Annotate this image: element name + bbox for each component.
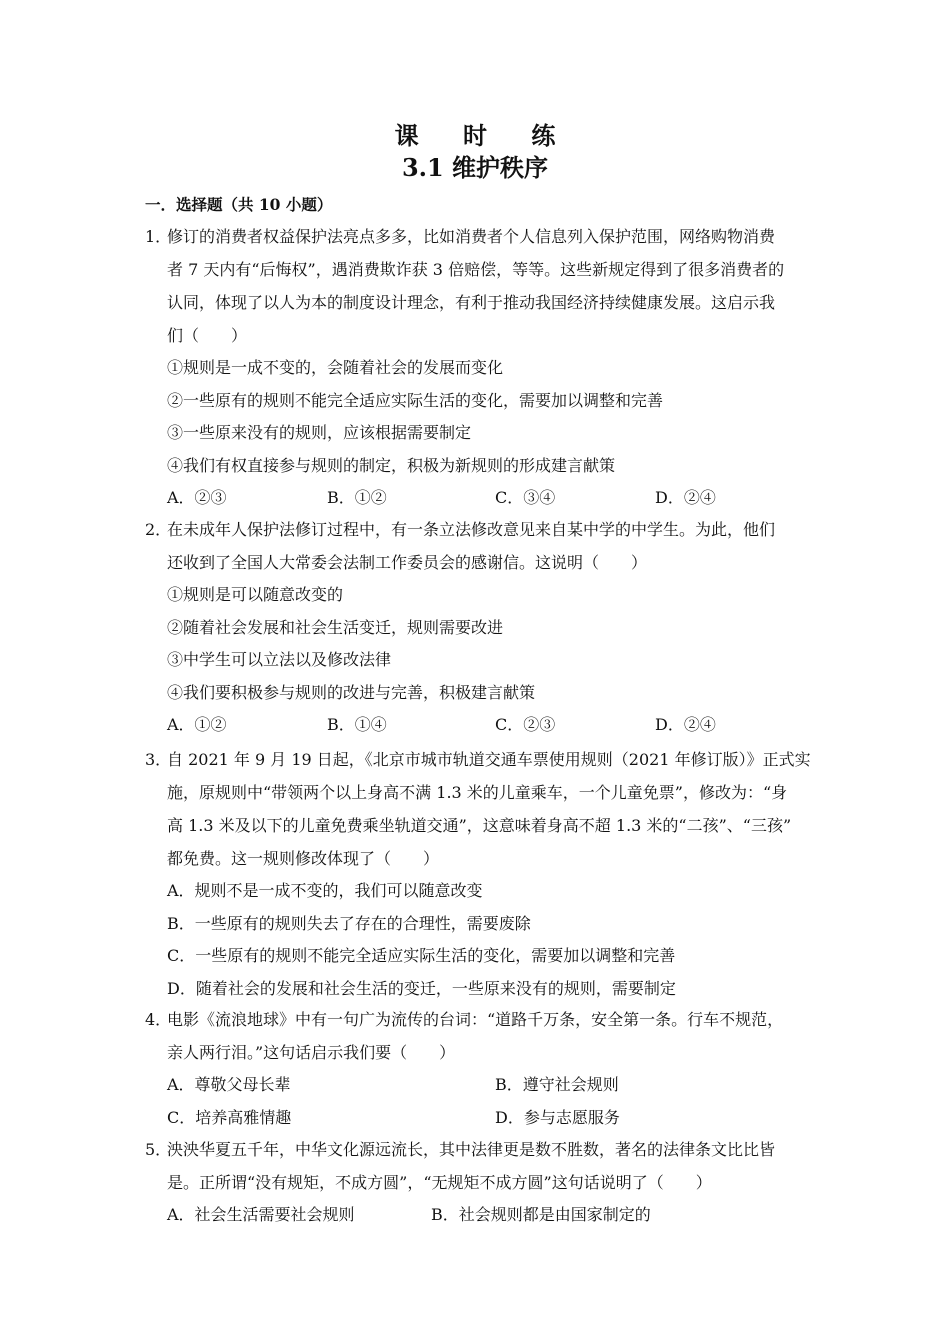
question-text: 修订的消费者权益保护法亮点多多，比如消费者个人信息列入保护范围，网络购物消费	[167, 227, 776, 246]
choice-d: D．参与志愿服务	[495, 1107, 620, 1127]
choice-c: C．②③	[495, 715, 556, 734]
question-text: 是。正所谓“没有规矩，不成方圆”，“无规矩不成方圆”这句话说明了（ ）	[167, 1173, 712, 1192]
choice-d: D．随着社会的发展和社会生活的变迁，一些原来没有的规则，需要制定	[167, 978, 676, 998]
question-text: 泱泱华夏五千年，中华文化源远流长，其中法律更是数不胜数，著名的法律条文比比皆	[167, 1140, 776, 1159]
choice-c: C．一些原有的规则不能完全适应实际生活的变化，需要加以调整和完善	[167, 946, 676, 965]
question-2	[145, 513, 810, 742]
question-text: 施，原规则中“带领两个以上身高不满 1.3 米的儿童乘车，一个儿童免票”，修改为：“身	[167, 783, 788, 802]
answer-choices	[145, 482, 810, 515]
question-1	[145, 220, 810, 515]
choice-b: B．①②	[327, 488, 387, 507]
choice-a: A．社会生活需要社会规则	[167, 1205, 355, 1224]
question-3	[145, 743, 810, 1005]
choice-c: C．培养高雅情趣	[167, 1107, 292, 1127]
question-number: 5．	[145, 1140, 172, 1159]
statement: ④我们要积极参与规则的改进与完善，积极建言献策	[167, 682, 536, 702]
question-text: 者 7 天内有“后悔权”，遇消费欺诈获 3 倍赔偿，等等。这些新规定得到了很多消费者的	[167, 260, 785, 279]
statement: ①规则是一成不变的，会随着社会的发展而变化	[167, 358, 504, 377]
choice-b: B．社会规则都是由国家制定的	[431, 1205, 651, 1224]
answer-choices	[145, 1102, 810, 1135]
statement: ②一些原有的规则不能完全适应实际生活的变化，需要加以调整和完善	[167, 390, 664, 410]
choice-d: D．②④	[655, 715, 716, 734]
question-number: 4．	[145, 1010, 172, 1029]
choice-a: A．尊敬父母长辈	[167, 1075, 291, 1094]
choice-b: B．遵守社会规则	[495, 1075, 619, 1094]
statement: ③一些原来没有的规则，应该根据需要制定	[167, 423, 472, 442]
answer-choices	[145, 709, 810, 742]
choice-a: A．②③	[167, 488, 227, 507]
question-text: 们（ ）	[167, 326, 248, 345]
choice-b: B．一些原有的规则失去了存在的合理性，需要废除	[167, 913, 531, 933]
question-text: 高 1.3 米及以下的儿童免费乘坐轨道交通”，这意味着身高不超 1.3 米的“二孩”、“三孩”	[167, 816, 792, 835]
question-4	[145, 1003, 810, 1134]
page-subtitle: 3.1 维护秩序	[401, 153, 549, 182]
statement: ③中学生可以立法以及修改法律	[167, 650, 392, 669]
question-number: 3．	[145, 750, 172, 769]
statement: ②随着社会发展和社会生活变迁，规则需要改进	[167, 617, 504, 637]
choice-d: D．②④	[655, 488, 716, 507]
question-5	[145, 1133, 810, 1232]
question-number: 1．	[145, 227, 172, 246]
question-text: 亲人两行泪。”这句话启示我们要（ ）	[167, 1043, 456, 1062]
question-text: 在未成年人保护法修订过程中，有一条立法修改意见来自某中学的中学生。为此，他们	[167, 520, 776, 539]
choice-a: A．规则不是一成不变的，我们可以随意改变	[167, 881, 483, 900]
page-title: 课 时 练	[394, 121, 574, 150]
section-heading: 一．选择题（共 10 小题）	[145, 195, 333, 214]
question-text: 都免费。这一规则修改体现了（ ）	[167, 849, 440, 868]
choice-b: B．①④	[327, 715, 387, 734]
answer-choices	[145, 1199, 810, 1232]
question-number: 2．	[145, 520, 172, 539]
answer-choices	[145, 1069, 810, 1102]
statement: ①规则是可以随意改变的	[167, 585, 344, 604]
question-text: 认同，体现了以人为本的制度设计理念，有利于推动我国经济持续健康发展。这启示我	[167, 293, 776, 312]
question-text: 电影《流浪地球》中有一句广为流传的台词：“道路千万条，安全第一条。行车不规范，	[167, 1010, 784, 1029]
statement: ④我们有权直接参与规则的制定，积极为新规则的形成建言献策	[167, 455, 616, 475]
choice-a: A．①②	[167, 715, 227, 734]
choice-c: C．③④	[495, 488, 556, 507]
question-text: 还收到了全国人大常委会法制工作委员会的感谢信。这说明（ ）	[167, 553, 648, 572]
question-text: 自 2021 年 9 月 19 日起，《北京市城市轨道交通车票使用规则（2021 年修订版）》正式实	[167, 750, 811, 769]
